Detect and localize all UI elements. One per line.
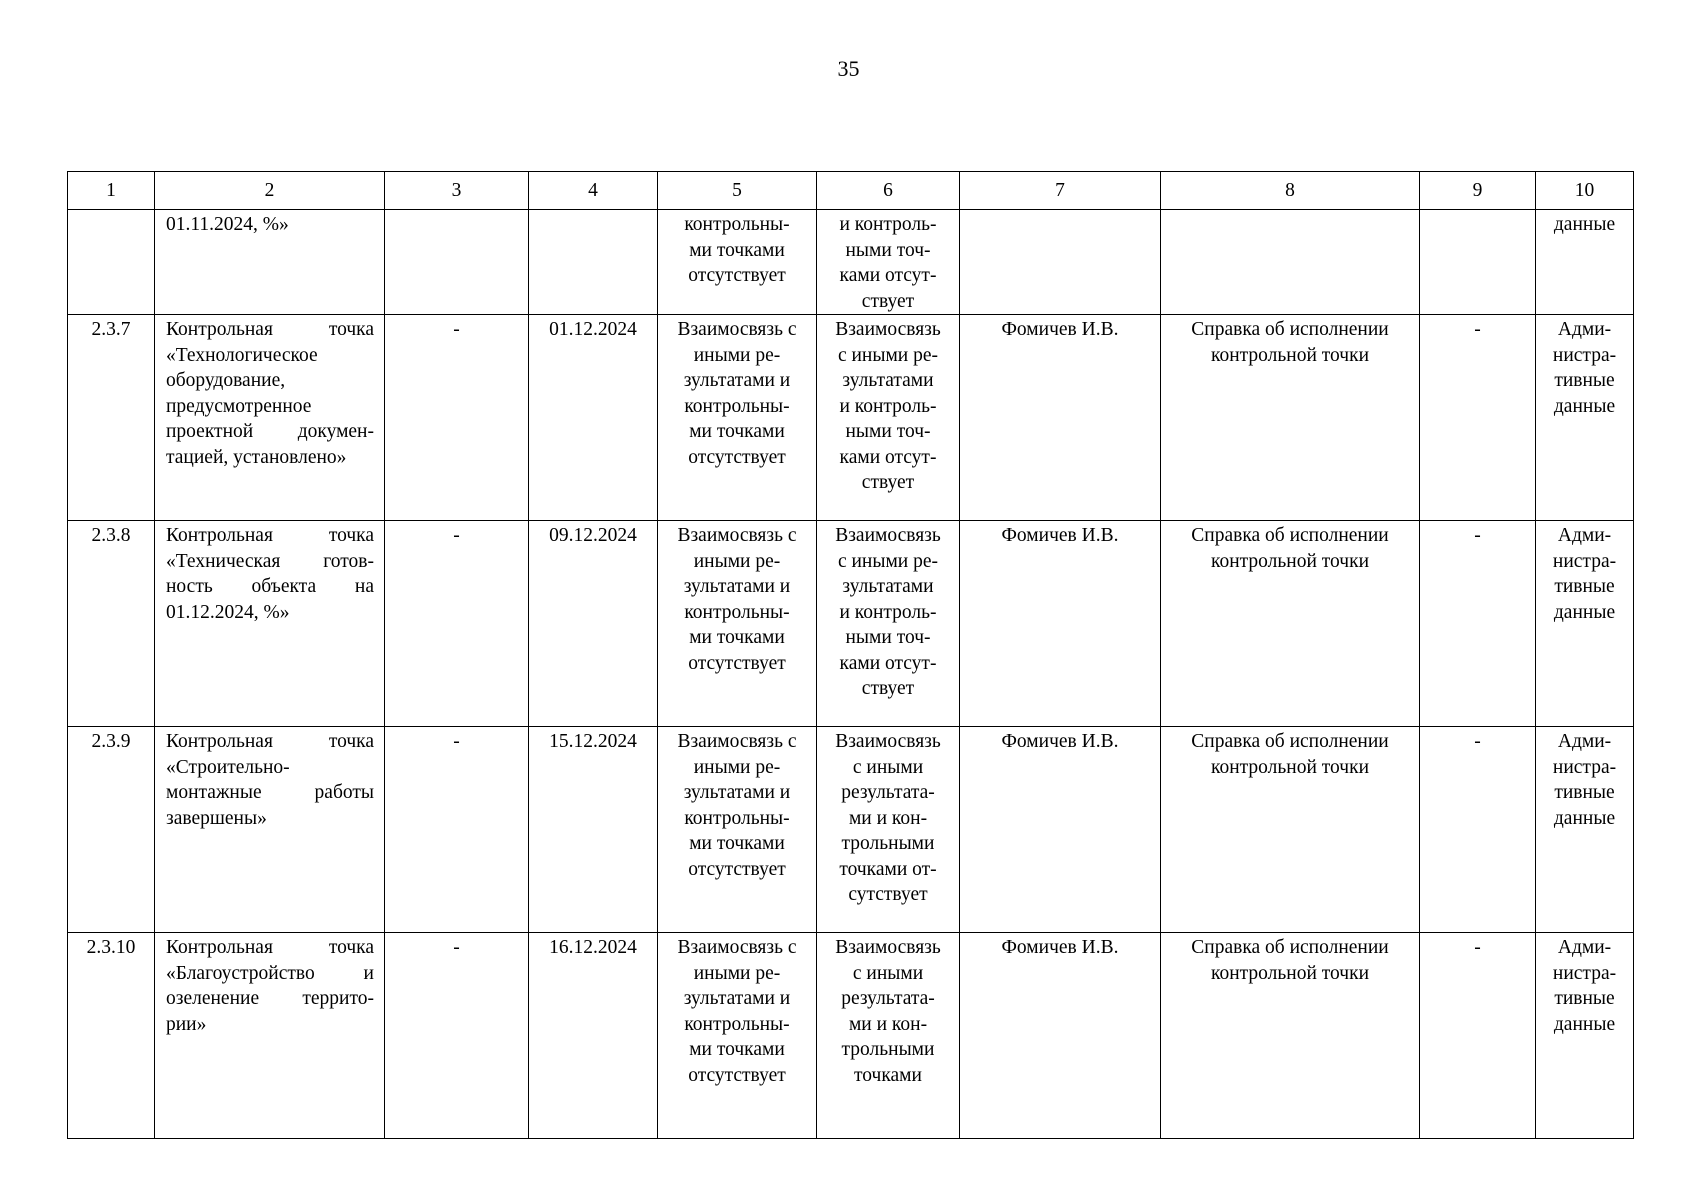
source-line: Адми- bbox=[1557, 937, 1612, 958]
relation-line: Взаимосвязь с bbox=[677, 937, 797, 958]
relation-line: иными ре- bbox=[693, 550, 781, 572]
description-cell bbox=[155, 315, 385, 521]
table-row bbox=[68, 933, 1634, 1139]
relation-line: ными точ- bbox=[845, 421, 931, 442]
relation-line: ствует bbox=[861, 678, 915, 699]
relation-line: зультатами и bbox=[683, 988, 791, 1009]
relation-line: Взаимосвязь bbox=[835, 731, 941, 752]
table-row bbox=[68, 210, 1634, 315]
relation-line: отсутствует bbox=[688, 858, 786, 880]
responsible-person-cell: Фомичев И.В. bbox=[960, 521, 1161, 727]
relation-line: результата- bbox=[841, 782, 935, 803]
source-line: тивные bbox=[1554, 988, 1615, 1009]
description-cell bbox=[155, 521, 385, 727]
column-number-header-row bbox=[68, 172, 1634, 210]
relation-line: зультатами и bbox=[683, 370, 791, 391]
responsible-person-cell: Фомичев И.В. bbox=[960, 315, 1161, 521]
relation-cell-col6 bbox=[817, 521, 960, 727]
relation-line: контрольны- bbox=[684, 1013, 790, 1035]
relation-line: иными ре- bbox=[693, 344, 781, 366]
relation-cell-col6 bbox=[817, 315, 960, 521]
description-cell bbox=[155, 727, 385, 933]
description-cell bbox=[155, 933, 385, 1139]
relation-line: иными ре- bbox=[693, 756, 781, 778]
table-row bbox=[68, 315, 1634, 521]
responsible-person-cell: Фомичев И.В. bbox=[960, 727, 1161, 933]
document-cell bbox=[1161, 315, 1420, 521]
document-cell bbox=[1161, 521, 1420, 727]
row-number-cell: 2.3.7 bbox=[68, 315, 155, 521]
column-3-cell: - bbox=[385, 727, 529, 933]
document-cell bbox=[1161, 933, 1420, 1139]
description-line: Контрольная точка bbox=[166, 319, 374, 340]
column-9-cell: - bbox=[1420, 521, 1536, 727]
responsible-person-cell bbox=[960, 210, 1161, 315]
relation-line: контрольны- bbox=[684, 395, 790, 417]
relation-line: отсутствует bbox=[688, 265, 786, 286]
page-number: 35 bbox=[837, 56, 860, 81]
column-3-cell bbox=[385, 210, 529, 315]
relation-cell-col5 bbox=[658, 210, 817, 315]
relation-line: зультатами и bbox=[683, 782, 791, 803]
row-number-cell: 2.3.8 bbox=[68, 521, 155, 727]
relation-cell-col6 bbox=[817, 727, 960, 933]
row-number-cell: 2.3.10 bbox=[68, 933, 155, 1139]
source-line: нистра- bbox=[1552, 344, 1617, 366]
source-cell bbox=[1536, 315, 1634, 521]
date-cell: 16.12.2024 bbox=[529, 933, 658, 1139]
relation-line: отсутствует bbox=[688, 652, 786, 674]
relation-line: ми и кон- bbox=[848, 807, 928, 829]
description-line: оборудование, bbox=[166, 370, 286, 391]
date-cell: 09.12.2024 bbox=[529, 521, 658, 727]
relation-line: Взаимосвязь bbox=[835, 319, 941, 340]
description-line: «Строительно- bbox=[166, 756, 290, 778]
row-number-cell: 2.3.9 bbox=[68, 727, 155, 933]
control-points-table bbox=[67, 171, 1634, 1139]
relation-line: с иными bbox=[852, 756, 924, 778]
relation-line: ми точками bbox=[689, 239, 785, 261]
table-row bbox=[68, 521, 1634, 727]
document-line: контрольной точки bbox=[1210, 550, 1370, 572]
source-line: нистра- bbox=[1552, 550, 1617, 572]
relation-line: сутствует bbox=[848, 884, 928, 905]
relation-line: Взаимосвязь bbox=[835, 937, 941, 958]
document-cell bbox=[1161, 210, 1420, 315]
document-line: Справка об исполнении bbox=[1191, 731, 1389, 752]
description-line: проектной докумен- bbox=[166, 421, 374, 442]
relation-line: ми точками bbox=[689, 421, 785, 442]
date-cell: 01.12.2024 bbox=[529, 315, 658, 521]
description-line: рии» bbox=[166, 1013, 207, 1035]
document-line: Справка об исполнении bbox=[1191, 525, 1389, 546]
description-line: Контрольная точка bbox=[166, 731, 374, 752]
relation-cell-col5 bbox=[658, 521, 817, 727]
relation-line: ми точками bbox=[689, 833, 785, 854]
relation-line: с иными bbox=[852, 962, 924, 984]
relation-line: результата- bbox=[841, 988, 935, 1009]
relation-cell-col5 bbox=[658, 727, 817, 933]
source-line: нистра- bbox=[1552, 962, 1617, 984]
relation-line: ствует bbox=[861, 290, 915, 312]
relation-cell-col6 bbox=[817, 933, 960, 1139]
relation-line: точками от- bbox=[839, 858, 937, 880]
relation-line: с иными ре- bbox=[837, 550, 939, 572]
relation-line: зультатами bbox=[842, 576, 934, 597]
description-line: «Технологическое bbox=[166, 344, 318, 366]
description-line: 01.11.2024, %» bbox=[166, 214, 289, 235]
relation-line: ми точками bbox=[689, 627, 785, 648]
relation-line: зультатами и bbox=[683, 576, 791, 597]
source-line: данные bbox=[1553, 1013, 1616, 1035]
column-header: 9 bbox=[1420, 172, 1536, 210]
relation-line: ствует bbox=[861, 472, 915, 493]
column-header: 7 bbox=[960, 172, 1161, 210]
relation-line: ками отсут- bbox=[839, 652, 937, 674]
source-line: тивные bbox=[1554, 782, 1615, 803]
column-header: 10 bbox=[1536, 172, 1634, 210]
column-9-cell: - bbox=[1420, 933, 1536, 1139]
document-line: контрольной точки bbox=[1210, 344, 1370, 366]
source-line: тивные bbox=[1554, 576, 1615, 597]
relation-line: и контроль- bbox=[839, 395, 937, 417]
column-3-cell: - bbox=[385, 315, 529, 521]
relation-line: ными точ- bbox=[845, 627, 931, 648]
document-cell bbox=[1161, 727, 1420, 933]
source-line: данные bbox=[1553, 214, 1616, 235]
description-line: 01.12.2024, %» bbox=[166, 601, 290, 623]
relation-line: и контроль- bbox=[839, 601, 937, 623]
source-cell bbox=[1536, 933, 1634, 1139]
relation-line: Взаимосвязь bbox=[835, 525, 941, 546]
column-header: 6 bbox=[817, 172, 960, 210]
source-line: Адми- bbox=[1557, 731, 1612, 752]
source-line: данные bbox=[1553, 395, 1616, 417]
column-9-cell: - bbox=[1420, 727, 1536, 933]
relation-line: отсутствует bbox=[688, 1064, 786, 1086]
column-9-cell: - bbox=[1420, 315, 1536, 521]
source-line: данные bbox=[1553, 807, 1616, 829]
document-line: контрольной точки bbox=[1210, 962, 1370, 984]
row-number-cell bbox=[68, 210, 155, 315]
source-line: тивные bbox=[1554, 370, 1615, 391]
document-line: контрольной точки bbox=[1210, 756, 1370, 778]
description-line: Контрольная точка bbox=[166, 937, 374, 958]
relation-line: Взаимосвязь с bbox=[677, 525, 797, 546]
relation-line: контрольны- bbox=[684, 601, 790, 623]
column-header: 4 bbox=[529, 172, 658, 210]
description-line: завершены» bbox=[166, 807, 267, 829]
relation-line: Взаимосвязь с bbox=[677, 731, 797, 752]
relation-line: иными ре- bbox=[693, 962, 781, 984]
source-line: Адми- bbox=[1557, 319, 1612, 340]
source-cell bbox=[1536, 210, 1634, 315]
relation-line: трольными bbox=[841, 1039, 935, 1060]
date-cell: 15.12.2024 bbox=[529, 727, 658, 933]
column-3-cell: - bbox=[385, 521, 529, 727]
document-line: Справка об исполнении bbox=[1191, 937, 1389, 958]
relation-line: зультатами bbox=[842, 370, 934, 391]
column-header: 8 bbox=[1161, 172, 1420, 210]
relation-cell-col5 bbox=[658, 933, 817, 1139]
document-line: Справка об исполнении bbox=[1191, 319, 1389, 340]
description-line: Контрольная точка bbox=[166, 525, 374, 546]
relation-cell-col6 bbox=[817, 210, 960, 315]
column-header: 3 bbox=[385, 172, 529, 210]
source-cell bbox=[1536, 727, 1634, 933]
relation-line: точками bbox=[854, 1064, 922, 1086]
relation-line: Взаимосвязь с bbox=[677, 319, 797, 340]
source-line: данные bbox=[1553, 601, 1616, 623]
relation-cell-col5 bbox=[658, 315, 817, 521]
relation-line: с иными ре- bbox=[837, 344, 939, 366]
source-line: Адми- bbox=[1557, 525, 1612, 546]
relation-line: и контроль- bbox=[839, 214, 937, 235]
source-cell bbox=[1536, 521, 1634, 727]
relation-line: ками отсут- bbox=[839, 265, 937, 286]
column-header: 1 bbox=[68, 172, 155, 210]
description-line: «Благоустройство и bbox=[166, 962, 374, 984]
table-row bbox=[68, 727, 1634, 933]
source-line: нистра- bbox=[1552, 756, 1617, 778]
responsible-person-cell: Фомичев И.В. bbox=[960, 933, 1161, 1139]
description-line: монтажные работы bbox=[166, 782, 374, 803]
description-line: «Техническая готов- bbox=[166, 550, 374, 572]
column-header: 5 bbox=[658, 172, 817, 210]
relation-line: контрольны- bbox=[684, 807, 790, 829]
column-header: 2 bbox=[155, 172, 385, 210]
relation-line: ми и кон- bbox=[848, 1013, 928, 1035]
column-3-cell: - bbox=[385, 933, 529, 1139]
description-line: тацией, установлено» bbox=[166, 446, 347, 468]
description-cell bbox=[155, 210, 385, 315]
relation-line: трольными bbox=[841, 833, 935, 854]
description-line: озеленение террито- bbox=[166, 988, 374, 1009]
relation-line: контрольны- bbox=[684, 214, 790, 235]
relation-line: ными точ- bbox=[845, 239, 931, 261]
relation-line: отсутствует bbox=[688, 446, 786, 468]
column-9-cell bbox=[1420, 210, 1536, 315]
description-line: предусмотренное bbox=[166, 395, 312, 417]
description-line: ность объекта на bbox=[166, 576, 374, 597]
relation-line: ками отсут- bbox=[839, 446, 937, 468]
date-cell bbox=[529, 210, 658, 315]
relation-line: ми точками bbox=[689, 1039, 785, 1060]
